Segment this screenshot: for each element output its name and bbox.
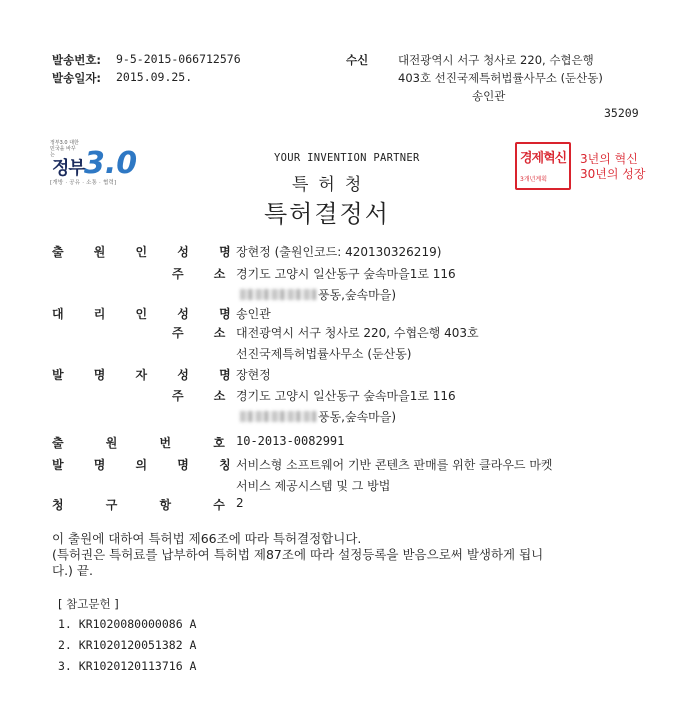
date: 2015.09.25. bbox=[116, 70, 193, 84]
inventor-address-label: 주 소 bbox=[172, 389, 226, 403]
recipient-line3: 송인관 bbox=[472, 89, 506, 103]
agent-value: 송인관 bbox=[236, 307, 271, 321]
applicant-value: 장현정 (출원인코드: 420130326219) bbox=[236, 245, 442, 259]
recipient-label: 수신 bbox=[346, 53, 369, 67]
gov30-version: 3.0 bbox=[84, 146, 138, 181]
reference-item: 1. KR1020080000086 A bbox=[58, 617, 197, 631]
kipo-english-slogan: YOUR INVENTION PARTNER bbox=[274, 152, 420, 164]
gov30-subtitle: [개방 · 공유 · 소통 · 협력] bbox=[50, 180, 117, 186]
gov30-tagline: 정부3.0 대한민국을 바꾸는 bbox=[50, 140, 79, 158]
claims-count-label: 청 구 항 수 bbox=[52, 498, 225, 512]
document-title: 특허결정서 bbox=[264, 200, 390, 228]
recipient-line1: 대전광역시 서구 청사로 220, 수협은행 bbox=[398, 53, 594, 67]
reference-item: 2. KR1020120051382 A bbox=[58, 638, 197, 652]
date-label: 발송일자: bbox=[52, 71, 102, 85]
postal-code: 35209 bbox=[604, 106, 639, 120]
inventor-address-line2: 풍동,숲속마을) bbox=[240, 408, 396, 425]
econ-slogan bbox=[580, 152, 645, 182]
claims-count: 2 bbox=[236, 496, 244, 510]
inventor-label: 발 명 자 성 명 bbox=[52, 368, 231, 382]
agent-address-line1: 대전광역시 서구 청사로 220, 수협은행 403호 bbox=[236, 326, 479, 340]
inventor-value: 장현정 bbox=[236, 368, 271, 382]
decision-statement: 이 출원에 대하여 특허법 제66조에 따라 특허결정합니다. bbox=[52, 531, 362, 546]
application-number: 10-2013-0082991 bbox=[236, 434, 345, 448]
agent-address-line2: 선진국제특허법률사무소 (둔산동) bbox=[236, 347, 412, 361]
doc-number: 9-5-2015-066712576 bbox=[116, 52, 241, 66]
decision-note-line1: (특허권은 특허료를 납부하여 특허법 제87조에 따라 설정등록을 받음으로써 발생하게 됩니 bbox=[52, 547, 544, 562]
reference-item: 3. KR1020120113716 A bbox=[58, 659, 197, 673]
applicant-label: 출 원 인 성 명 bbox=[52, 245, 231, 259]
inventor-address-line1: 경기도 고양시 일산동구 숲속마을1로 116 bbox=[236, 389, 456, 403]
application-number-label: 출 원 번 호 bbox=[52, 436, 225, 450]
econ-logo-sub: 3개년계획 bbox=[520, 176, 548, 183]
agency-name: 특허청 bbox=[292, 175, 372, 195]
applicant-address-line1: 경기도 고양시 일산동구 숲속마을1로 116 bbox=[236, 267, 456, 281]
econ-slogan-line2: 30년의 성장 bbox=[580, 167, 646, 181]
econ-slogan-line1: 3년의 혁신 bbox=[580, 152, 638, 166]
econ-logo-text: 경제혁신 bbox=[520, 151, 567, 166]
invention-title-line1: 서비스형 소프트웨어 기반 콘텐츠 판매를 위한 클라우드 마켓 bbox=[236, 458, 553, 472]
doc-number-label: 발송번호: bbox=[52, 53, 102, 67]
agent-address-label: 주 소 bbox=[172, 326, 226, 340]
invention-title-line2: 서비스 제공시스템 및 그 방법 bbox=[236, 479, 391, 493]
gov30-logo bbox=[50, 140, 138, 194]
redacted-block bbox=[240, 411, 316, 422]
gov30-name: 정부 bbox=[52, 158, 85, 179]
invention-title-label: 발 명 의 명 칭 bbox=[52, 458, 231, 472]
economic-innovation-logo bbox=[515, 142, 571, 190]
applicant-address-label: 주 소 bbox=[172, 267, 226, 281]
decision-note-line2: 다.) 끝. bbox=[52, 563, 93, 578]
references-heading: [ 참고문헌 ] bbox=[58, 597, 119, 611]
agent-label: 대 리 인 성 명 bbox=[52, 307, 231, 321]
recipient-line2: 403호 선진국제특허법률사무소 (둔산동) bbox=[398, 71, 603, 85]
redacted-block bbox=[240, 289, 316, 300]
applicant-address-line2: 풍동,숲속마을) bbox=[240, 286, 396, 303]
